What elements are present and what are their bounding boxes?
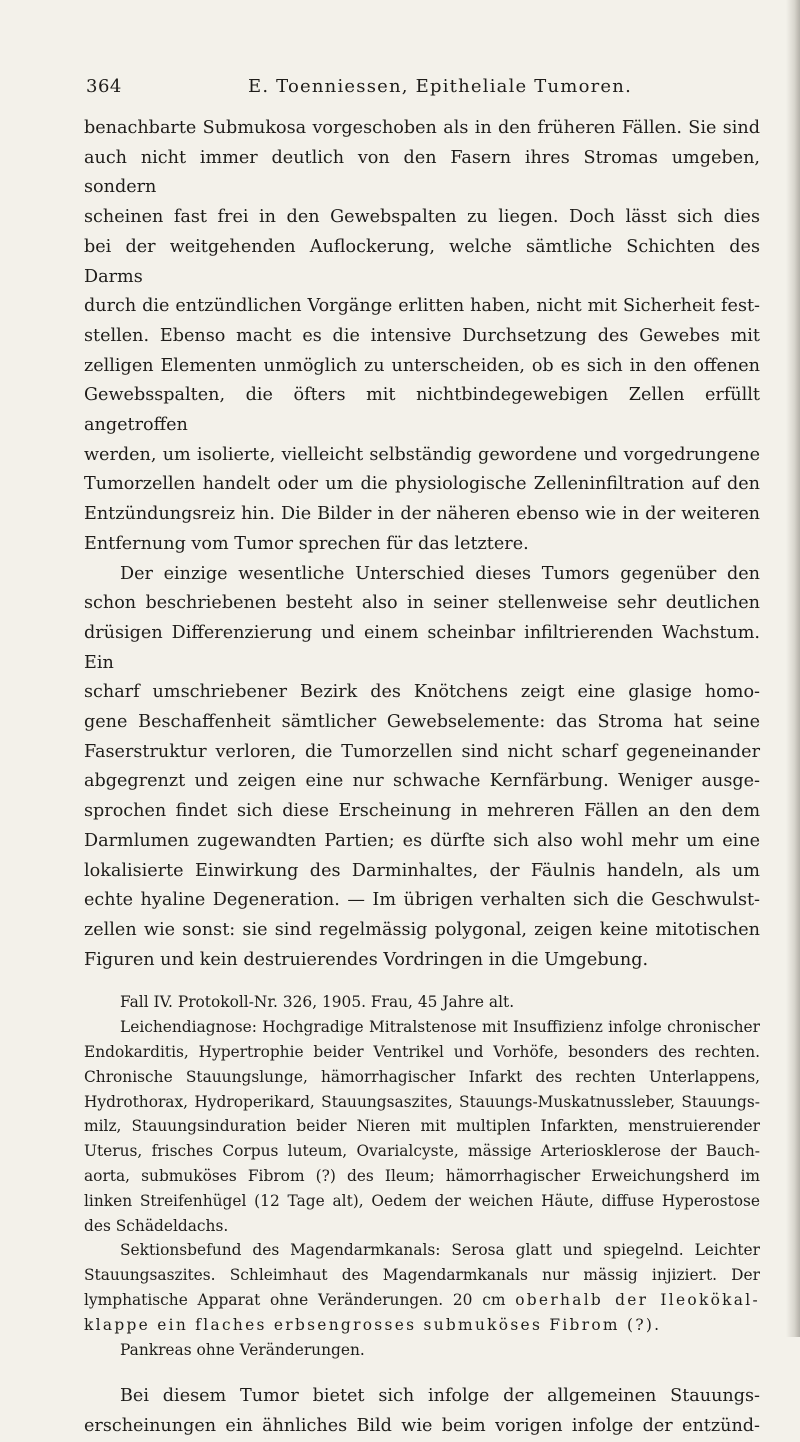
case-report bbox=[84, 990, 760, 1362]
findings-line: Stauungsaszites. Schleimhaut des Magendarmkanals nur mässig injiziert. Der bbox=[84, 1266, 760, 1285]
text-line: scharf umschriebener Bezirk des Knötchens zeigt eine glasige homo- bbox=[84, 682, 760, 703]
findings-segment: lymphatische Apparat ohne Veränderungen. 20 cm bbox=[84, 1290, 506, 1309]
diagnosis-line: Chronische Stauungslunge, hämorrhagischer Infarkt des rechten Unterlappens, bbox=[84, 1067, 760, 1086]
text-line: stellen. Ebenso macht es die intensive Durchsetzung des Gewebes mit bbox=[84, 325, 760, 346]
page-edge-shadow bbox=[786, 0, 800, 1337]
text-line: scheinen fast frei in den Gewebspalten zu liegen. Doch lässt sich dies bbox=[84, 207, 760, 228]
paragraph-1 bbox=[84, 114, 760, 560]
text-line: Entfernung vom Tumor sprechen für das letztere. bbox=[84, 533, 529, 554]
text-line: zelligen Elementen unmöglich zu unterscheiden, ob es sich in den offenen bbox=[84, 355, 760, 376]
text-line: durch die entzündlichen Vorgänge erlitten haben, nicht mit Sicherheit fest- bbox=[84, 296, 760, 317]
diagnosis-line: Leichendiagnose: Hochgradige Mitralstenose mit Insuffizienz infolge chronischer bbox=[120, 1018, 760, 1037]
text-line: Gewebsspalten, die öfters mit nichtbindegewebigen Zellen erfüllt angetroffen bbox=[84, 385, 760, 436]
diagnosis-line: Hydrothorax, Hydroperikard, Stauungsaszites, Stauungs-Muskatnussleber, Stauungs- bbox=[84, 1092, 760, 1111]
diagnosis-line: Endokarditis, Hypertrophie beider Ventrikel und Vorhöfe, besonders des rechten. bbox=[84, 1042, 760, 1061]
text-line: Bei diesem Tumor bietet sich infolge der allgemeinen Stauungs- bbox=[120, 1386, 760, 1407]
text-line: lokalisierte Einwirkung des Darminhaltes, der Fäulnis handeln, als um bbox=[84, 860, 760, 881]
text-line: schon beschriebenen besteht also in seiner stellenweise sehr deutlichen bbox=[84, 593, 760, 614]
text-line: sprochen findet sich diese Erscheinung in mehreren Fällen an den dem bbox=[84, 801, 760, 822]
text-line: gene Beschaffenheit sämtlicher Gewebselemente: das Stroma hat seine bbox=[84, 712, 760, 733]
text-line: auch nicht immer deutlich von den Fasern ihres Stromas umgeben, sondern bbox=[84, 147, 760, 198]
diagnosis-line: Uterus, frisches Corpus luteum, Ovarialcyste, mässige Arteriosklerose der Bauch- bbox=[84, 1142, 760, 1161]
text-line: bei der weitgehenden Auflockerung, welche sämtliche Schichten des Darms bbox=[84, 236, 760, 287]
paragraph-2 bbox=[84, 560, 760, 976]
diagnosis-line: linken Streifenhügel (12 Tage alt), Oedem der weichen Häute, diffuse Hyperostose bbox=[84, 1191, 760, 1210]
text-line: Darmlumen zugewandten Partien; es dürfte sich also wohl mehr um eine bbox=[84, 830, 760, 851]
text-line: Figuren und kein destruierendes Vordringen in die Umgebung. bbox=[84, 949, 649, 970]
findings-line bbox=[84, 1288, 760, 1313]
diagnosis-line: milz, Stauungsinduration beider Nieren mit multiplen Infarkten, menstruierender bbox=[84, 1117, 760, 1136]
text-line: benachbarte Submukosa vorgeschoben als in den früheren Fällen. Sie sind bbox=[84, 118, 760, 138]
text-line: zellen wie sonst: sie sind regelmässig polygonal, zeigen keine mitotischen bbox=[84, 919, 760, 940]
text-line: echte hyaline Degeneration. — Im übrigen verhalten sich die Geschwulst- bbox=[84, 890, 760, 911]
text-line: Entzündungsreiz hin. Die Bilder in der näheren ebenso wie in der weiteren bbox=[84, 504, 760, 525]
text-body bbox=[84, 114, 760, 1442]
text-line: erscheinungen ein ähnliches Bild wie beim vorigen infolge der entzünd- bbox=[84, 1416, 760, 1437]
running-title: E. Toenniessen, Epitheliale Tumoren. bbox=[248, 76, 632, 97]
text-line: werden, um isolierte, vielleicht selbständig gewordene und vorgedrungene bbox=[84, 444, 760, 465]
running-header bbox=[86, 76, 766, 97]
paragraph-3 bbox=[84, 1382, 760, 1441]
page-number: 364 bbox=[86, 76, 122, 97]
findings-emphasis-line: klappe ein flaches erbsengrosses submuköses Fibrom (?). bbox=[84, 1315, 662, 1334]
findings-line: Sektionsbefund des Magendarmkanals: Serosa glatt und spiegelnd. Leichter bbox=[120, 1241, 760, 1260]
text-line: abgegrenzt und zeigen eine nur schwache Kernfärbung. Weniger ausge- bbox=[84, 771, 760, 792]
text-line: Der einzige wesentliche Unterschied dieses Tumors gegenüber den bbox=[120, 563, 760, 584]
diagnosis-line: aorta, submuköses Fibrom (?) des Ileum; hämorrhagischer Erweichungsherd im bbox=[84, 1166, 760, 1185]
diagnosis-line: des Schädeldachs. bbox=[84, 1216, 229, 1235]
findings-line: Pankreas ohne Veränderungen. bbox=[120, 1340, 365, 1359]
text-line: Tumorzellen handelt oder um die physiologische Zelleninfiltration auf den bbox=[84, 474, 760, 495]
findings-emphasis: oberhalb der Ileokökal- bbox=[515, 1290, 760, 1309]
case-title: Fall IV. Protokoll-Nr. 326, 1905. Frau, 45 Jahre alt. bbox=[120, 993, 515, 1012]
text-line: Faserstruktur verloren, die Tumorzellen sind nicht scharf gegeneinander bbox=[84, 741, 760, 762]
text-line: drüsigen Differenzierung und einem scheinbar infiltrierenden Wachstum. Ein bbox=[84, 622, 760, 673]
